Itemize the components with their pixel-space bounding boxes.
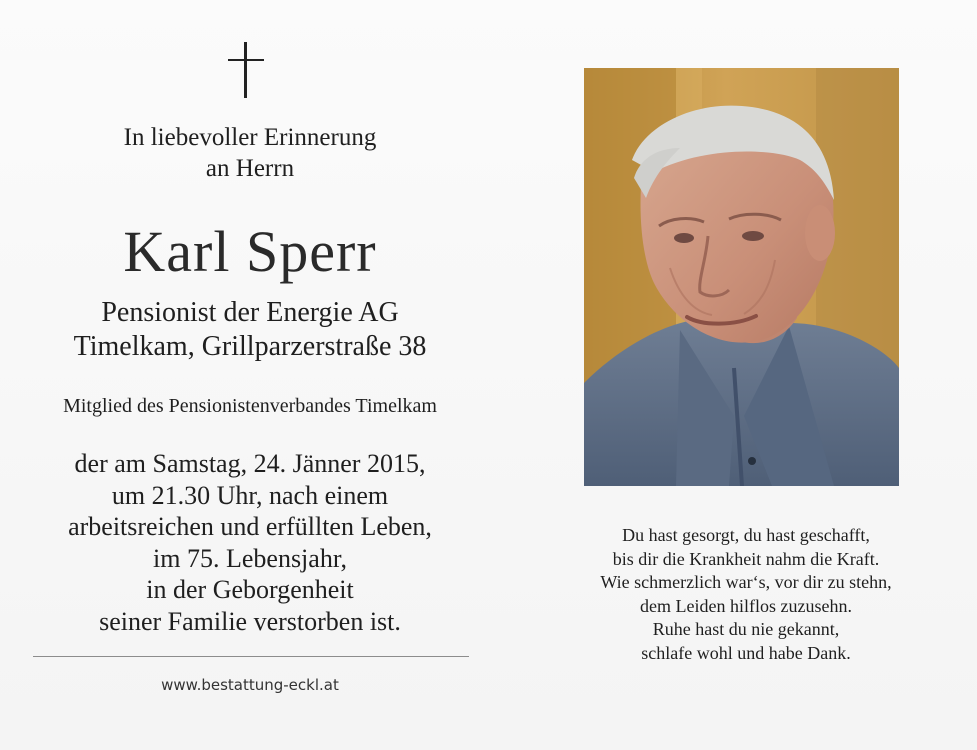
death-line: der am Samstag, 24. Jänner 2015, xyxy=(74,449,426,478)
occupation-address xyxy=(0,296,500,364)
death-line: arbeitsreichen und erfüllten Leben, xyxy=(68,512,432,541)
death-line: in der Geborgenheit xyxy=(146,575,354,604)
website-link[interactable]: www.bestattung-eckl.at xyxy=(161,676,339,694)
poem-line: Ruhe hast du nie gekannt, xyxy=(652,619,840,639)
death-line: um 21.30 Uhr, nach einem xyxy=(111,480,389,510)
divider-line xyxy=(33,656,469,657)
poem-line: bis dir die Krankheit nahm die Kraft. xyxy=(612,548,880,569)
intro-text xyxy=(0,122,500,184)
deceased-name: Karl Sperr xyxy=(123,219,377,284)
portrait-photo xyxy=(584,68,899,486)
membership-text: Mitglied des Pensionistenverbandes Timelkam xyxy=(63,395,437,417)
death-line: im 75. Lebensjahr, xyxy=(153,543,347,573)
intro-line: an Herrn xyxy=(205,155,295,182)
address-line: Timelkam, Grillparzerstraße 38 xyxy=(73,331,427,362)
memorial-poem xyxy=(560,524,932,665)
death-line: seiner Familie verstorben ist. xyxy=(99,606,401,636)
poem-line: dem Leiden hilflos zuzusehn. xyxy=(640,595,852,616)
cross-icon xyxy=(228,42,264,98)
death-notice xyxy=(0,448,500,637)
poem-line: Du hast gesorgt, du hast geschafft, xyxy=(622,525,870,545)
poem-line: schlafe wohl und habe Dank. xyxy=(641,642,851,663)
intro-line: In liebevoller Erinnerung xyxy=(123,124,377,151)
poem-line: Wie schmerzlich war‘s, vor dir zu stehn, xyxy=(600,572,892,592)
occupation-line: Pensionist der Energie AG xyxy=(101,297,399,328)
